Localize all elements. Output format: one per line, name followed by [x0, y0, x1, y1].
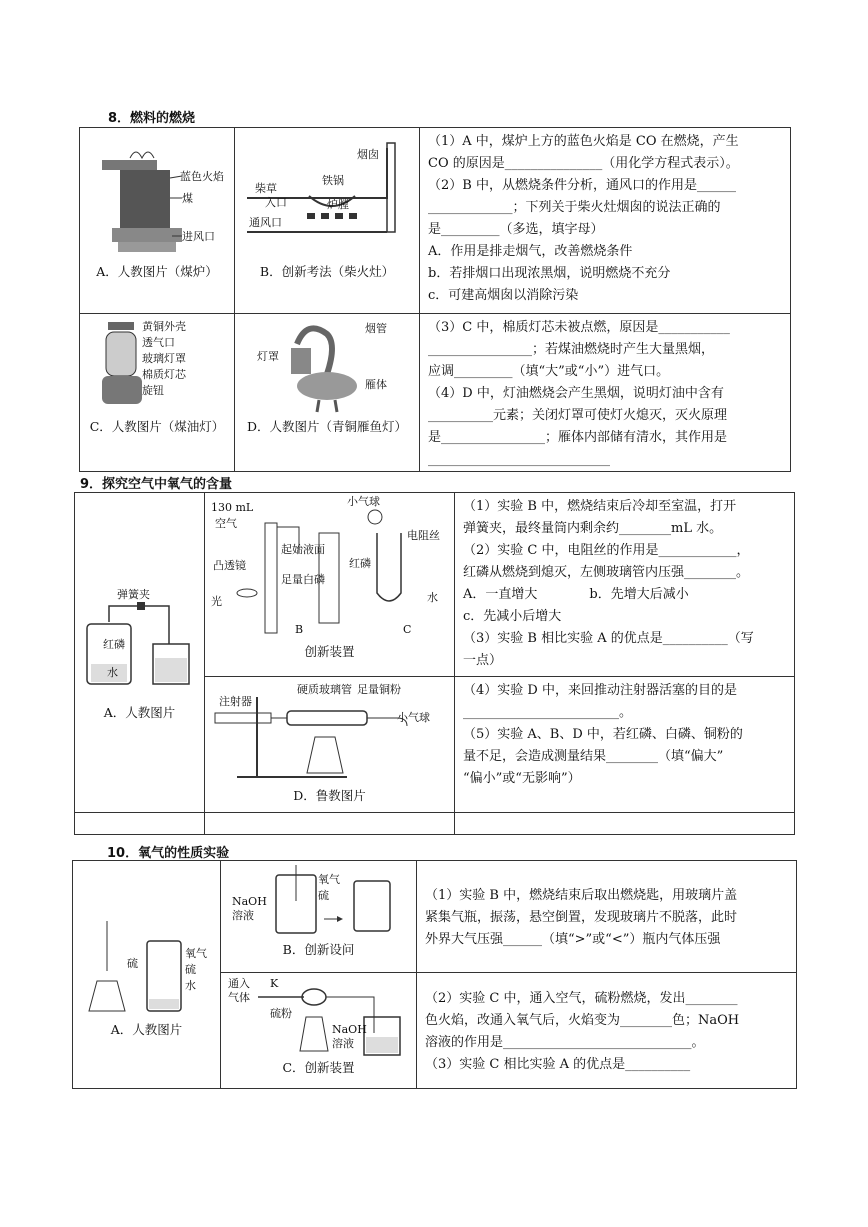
s8-questions-top: [420, 128, 791, 314]
red-phosphorus-apparatus-figure: [77, 584, 203, 704]
s10-questions-top: [417, 861, 797, 973]
s9-questions-top: [455, 493, 795, 677]
q-line: 色火焰，改通入氧气后，火焰变为________色；NaOH: [425, 1013, 740, 1028]
s8-cell-a: [80, 128, 235, 314]
oxygen-bottle-figure: [224, 861, 414, 941]
section-10-title: 10．氧气的性质实验: [107, 846, 230, 861]
kerosene-lamp-figure: [82, 314, 232, 414]
q-line: （1）实验 B 中，燃烧结束后取出燃烧匙，用玻璃片盖: [425, 888, 738, 903]
label-cotton-wick: 棉质灯芯: [142, 368, 186, 381]
s10-cell-b: [221, 861, 417, 973]
section-8-title: 8．燃料的燃烧: [108, 111, 196, 126]
label-knob: 旋钮: [142, 384, 164, 397]
q-line: （4）实验 D 中，来回推动注射器活塞的目的是: [463, 683, 737, 698]
label-furnace: 炉膛: [327, 198, 349, 211]
label-start-level: 起始液面: [280, 543, 325, 556]
q-line: ____________________________: [428, 452, 610, 467]
label-iron-pot: 铁锅: [322, 174, 344, 187]
section-9-title: 9．探究空气中氧气的含量: [80, 477, 233, 492]
label-air: 空气: [214, 517, 237, 530]
bronze-goose-lamp-figure: [237, 314, 417, 414]
s9-questions-bottom: [455, 677, 795, 813]
s8-caption-c: C．人教图片（煤油灯）: [89, 419, 225, 434]
label-solution-c: 溶液: [331, 1037, 354, 1050]
label-sulfur-b: 硫: [317, 889, 329, 902]
s10-caption-a: A．人教图片: [110, 1021, 183, 1037]
q-line: 弹簧夹，最终量筒内剩余约________mL 水。: [463, 521, 723, 536]
q-line: c．先减小后增大: [463, 609, 562, 624]
q-line: （3）实验 C 相比实验 A 的优点是__________: [425, 1057, 691, 1072]
label-syringe: 注射器: [218, 695, 252, 708]
sulfur-combustion-figure: [77, 911, 217, 1021]
label-water-a: 水: [184, 978, 196, 992]
q-line: ________________________。: [463, 705, 633, 720]
firewood-stove-figure: [237, 128, 417, 263]
s9-caption-bc: 创新装置: [304, 644, 355, 659]
label-sulfur-a1: 硫: [126, 956, 138, 970]
q-line: 应调_________（填“大”或“小”）进气口。: [428, 364, 670, 379]
label-firewood: 柴草: [255, 182, 277, 195]
section-8-table: [79, 127, 791, 472]
s9-empty-cell: [205, 813, 455, 835]
label-sulfur-powder: 硫粉: [269, 1007, 292, 1020]
q-line: 一点）: [463, 653, 503, 668]
s9-cell-d: [205, 677, 455, 813]
q-line: （4）D 中，灯油燃烧会产生黑烟，说明灯油中含有: [428, 386, 724, 401]
label-small-balloon: 小气球: [346, 495, 380, 508]
q-line: 是_________（多选，填字母）: [428, 222, 604, 237]
q-line: （3）实验 B 相比实验 A 的优点是__________（写: [463, 631, 754, 646]
q-line: （2）实验 C 中，电阻丝的作用是____________，: [463, 543, 750, 558]
q-line: 溶液的作用是_____________________________。: [425, 1035, 705, 1050]
label-chimney: 烟囱: [357, 148, 379, 161]
innovative-apparatus-bc-figure: [207, 493, 453, 643]
label-hard-glass-tube: 硬质玻璃管: [296, 683, 352, 696]
section-9-table: [74, 492, 795, 835]
label-introduce: 通入: [227, 977, 250, 990]
label-k: K: [269, 977, 278, 990]
q-line: （3）C 中，棉质灯芯未被点燃，原因是___________: [428, 320, 730, 335]
label-b: B: [294, 623, 303, 636]
label-water-c: 水: [426, 591, 438, 604]
label-white-phosphorus: 足量白磷: [280, 573, 325, 586]
label-naoh-b: NaOH: [231, 895, 267, 908]
s9-caption-a: A．人教图片: [103, 704, 176, 720]
s8-cell-b: [235, 128, 420, 314]
label-red-phosphorus: 红磷: [102, 637, 125, 651]
label-water: 水: [106, 665, 118, 679]
label-convex-lens: 凸透镜: [212, 559, 246, 572]
q-line: 紧集气瓶，振荡，悬空倒置，发现玻璃片不脱落，此时: [425, 910, 738, 925]
label-gas: 气体: [227, 991, 250, 1004]
label-red-phosphorus-c: 红磷: [348, 557, 371, 570]
q-line: （2）实验 C 中，通入空气，硫粉燃烧，发出________: [425, 991, 738, 1006]
q-line: 是________________；雁体内部储有清水，其作用是: [428, 430, 728, 445]
s10-questions-bottom: [417, 973, 797, 1089]
q-line: b．若排烟口出现浓黑烟，说明燃烧不充分: [428, 266, 671, 281]
label-small-balloon-d: 小气球: [396, 711, 430, 724]
label-lamp-cover: 灯罩: [257, 350, 279, 363]
section-10-table: [72, 860, 797, 1089]
label-air-inlet: 进风口: [182, 230, 215, 243]
q-line: c．可建高烟囱以消除污染: [428, 288, 579, 303]
sulfur-powder-apparatus-figure: [224, 973, 414, 1059]
q-line: CO 的原因是_______________（用化学方程式表示）。: [428, 156, 739, 171]
q-line: A．作用是排走烟气，改善燃烧条件: [428, 244, 633, 259]
label-goose-body: 雁体: [365, 378, 387, 391]
s9-caption-d: D．鲁教图片: [293, 788, 366, 803]
label-solution-b: 溶液: [231, 909, 254, 922]
s8-caption-a: A．人教图片（煤炉）: [96, 264, 218, 279]
q-line: 量不足，会造成测量结果________（填“偏大”: [463, 749, 724, 764]
coal-stove-figure: [82, 128, 232, 263]
q-line: “偏小”或“无影响”）: [463, 771, 581, 786]
q-line: （1）实验 B 中，燃烧结束后冷却至室温，打开: [463, 499, 737, 514]
q-line: （5）实验 A、B、D 中，若红磷、白磷、铜粉的: [463, 727, 743, 742]
copper-powder-apparatus-figure: [207, 677, 453, 787]
s9-cell-a: [75, 493, 205, 813]
label-oxygen-b: 氧气: [317, 873, 340, 886]
s9-cell-bc: [205, 493, 455, 677]
label-130ml: 130 mL: [210, 501, 253, 514]
label-resistance-wire: 电阻丝: [406, 529, 440, 542]
label-inlet: 入口: [265, 196, 287, 209]
q-line: 外界大气压强______（填“>”或“<”）瓶内气体压强: [425, 932, 721, 947]
label-coal: 煤: [182, 192, 193, 205]
label-blue-flame: 蓝色火焰: [180, 170, 224, 183]
q-line: __________元素；关闭灯罩可使灯火熄灭，灭火原理: [428, 408, 728, 423]
s8-caption-b: B．创新考法（柴火灶）: [259, 264, 395, 279]
label-glass-chimney: 玻璃灯罩: [142, 352, 186, 365]
s8-caption-d: D．人教图片（青铜雁鱼灯）: [246, 419, 408, 434]
s9-empty-cell: [455, 813, 795, 835]
label-sulfur-a2: 硫: [184, 962, 196, 976]
s8-cell-c: [80, 314, 235, 472]
s10-cell-a: [73, 861, 221, 1089]
q-line: ________________；若煤油燃烧时产生大量黑烟，: [428, 342, 715, 357]
q-line: _____________；下列关于柴火灶烟囱的说法正确的: [428, 200, 721, 215]
s8-cell-d: [235, 314, 420, 472]
label-vent: 通风口: [249, 216, 282, 229]
s8-questions-bottom: [420, 314, 791, 472]
label-smoke-pipe: 烟管: [365, 322, 387, 335]
q-line: 红磷从燃烧到熄灭，左侧玻璃管内压强________。: [463, 565, 750, 580]
s10-cell-c: [221, 973, 417, 1089]
label-naoh-c: NaOH: [331, 1023, 367, 1036]
label-oxygen: 氧气: [184, 946, 207, 960]
label-brass-shell: 黄铜外壳: [142, 320, 186, 333]
q-line: （2）B 中，从燃烧条件分析，通风口的作用是______: [428, 178, 736, 193]
label-c: C: [402, 623, 411, 636]
s9-empty-cell: [75, 813, 205, 835]
label-copper-powder: 足量铜粉: [356, 683, 401, 696]
label-vent-hole: 透气口: [142, 336, 175, 349]
q-line: （1）A 中，煤炉上方的蓝色火焰是 CO 在燃烧，产生: [428, 134, 739, 149]
label-light: 光: [210, 595, 222, 608]
label-spring-clip: 弹簧夹: [116, 587, 150, 601]
s10-caption-b: B．创新设问: [282, 942, 355, 957]
s10-caption-c: C．创新装置: [282, 1060, 355, 1075]
q-line: A．一直增大 b．先增大后减小: [463, 587, 689, 602]
